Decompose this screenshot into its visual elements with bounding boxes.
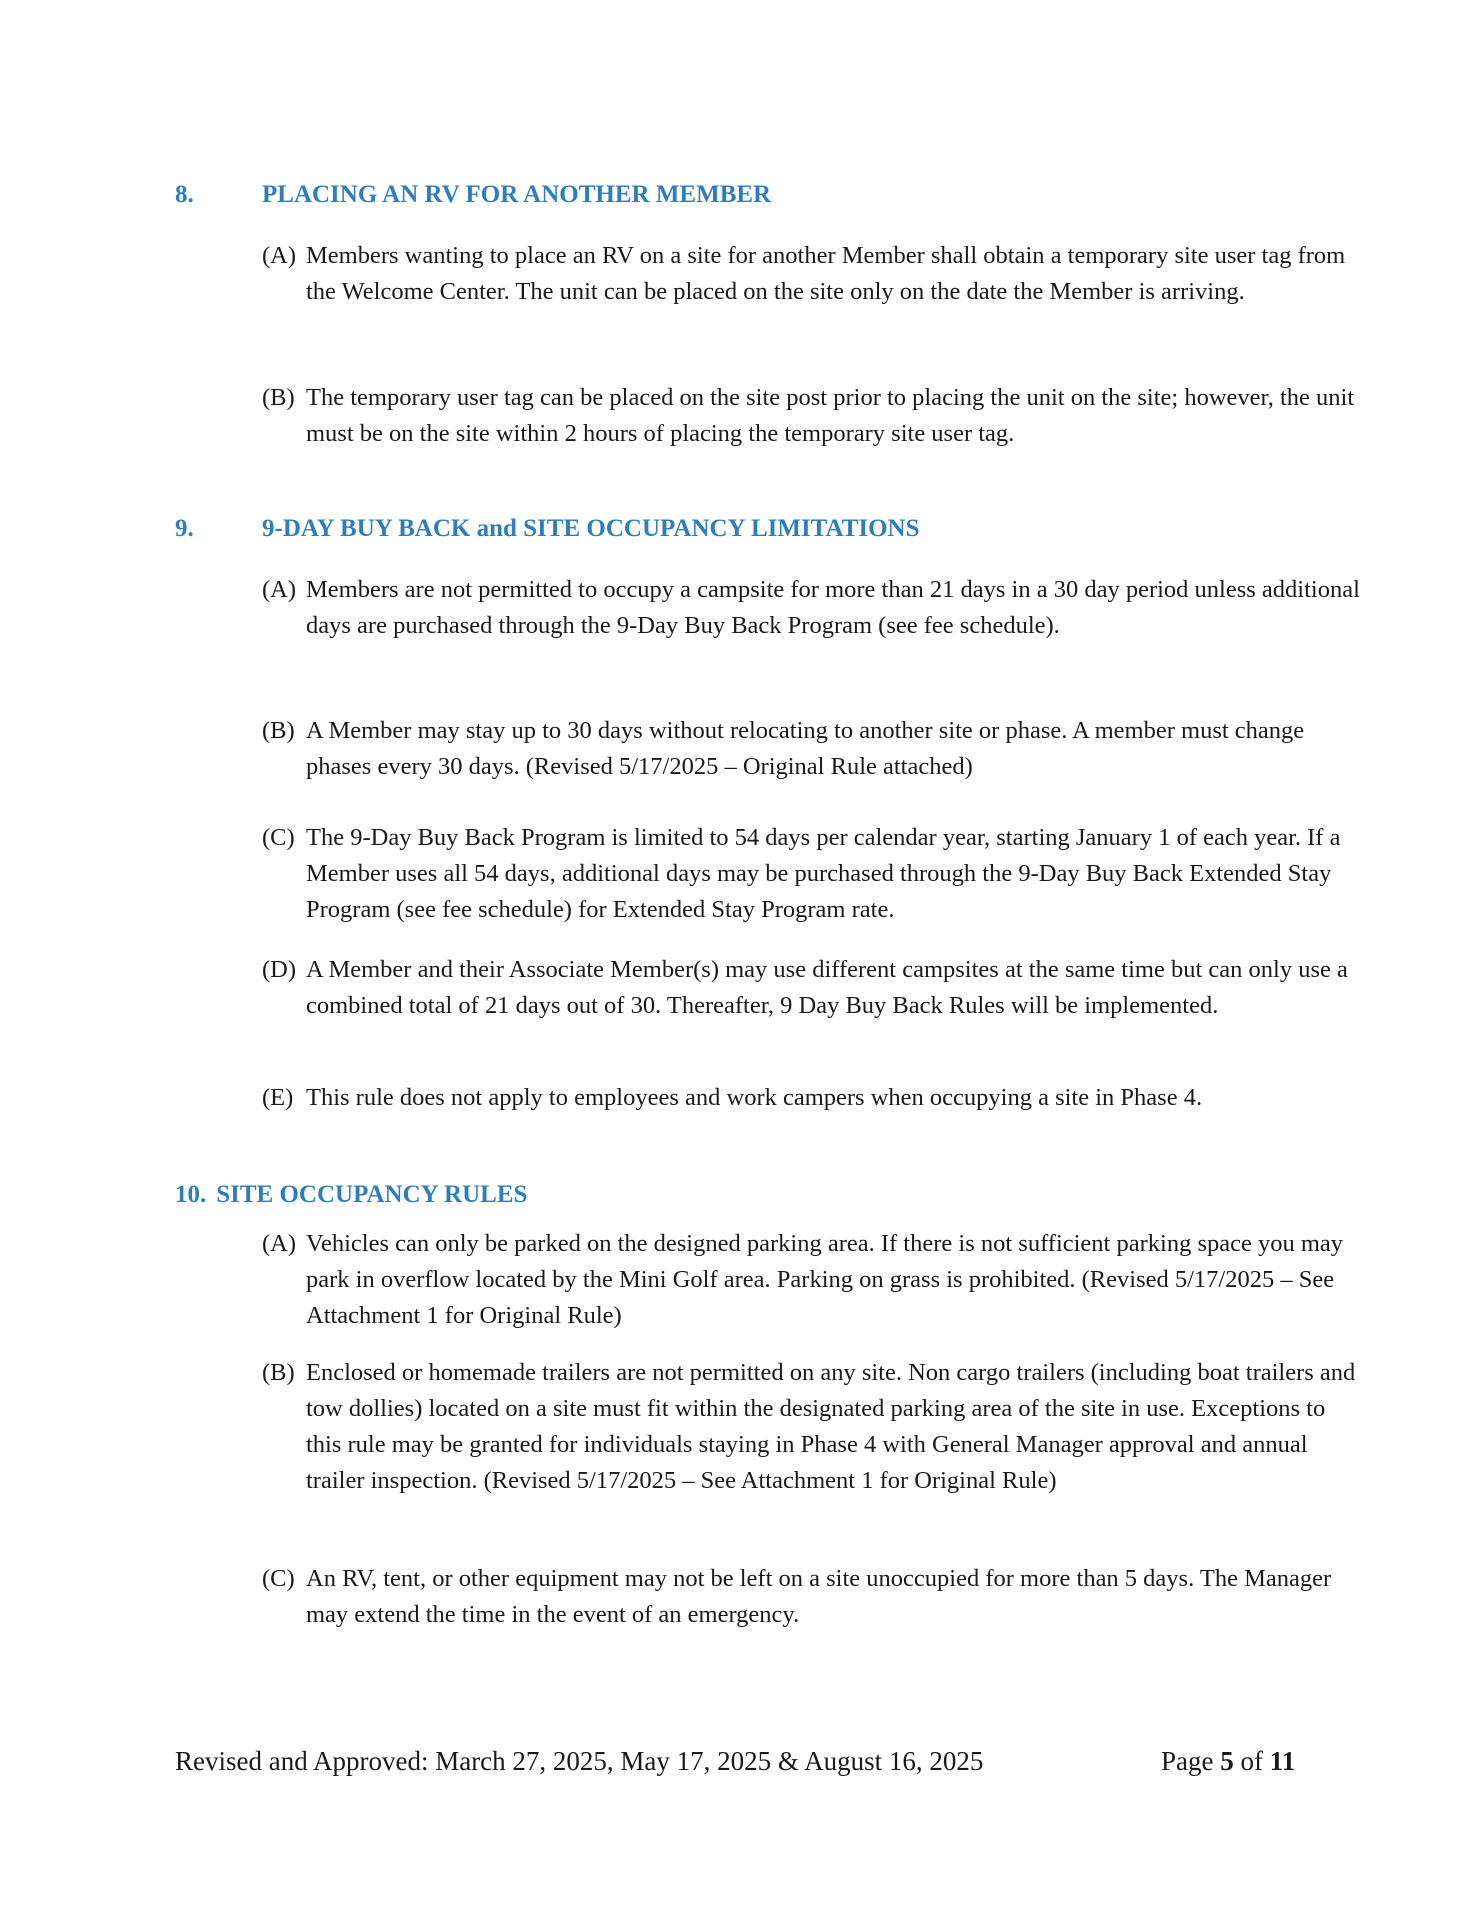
section-title: PLACING AN RV FOR ANOTHER MEMBER [262, 181, 772, 208]
item-label: (D) [262, 956, 297, 983]
item-label: (B) [262, 1359, 295, 1386]
item-text: This rule does not apply to employees and work campers when occupying a site in Phase 4. [306, 1084, 1203, 1111]
list-item [262, 952, 1366, 1024]
item-text: The temporary user tag can be placed on the site post prior to placing the unit on the site; however, the unit must be on the site within 2 hours of placing the temporary site user tag. [306, 384, 1355, 447]
item-label: (C) [262, 1565, 295, 1592]
revision-note: Revised and Approved: March 27, 2025, May 17, 2025 & August 16, 2025 [175, 1746, 984, 1776]
list-item [262, 1355, 1366, 1499]
list-item [262, 1561, 1366, 1633]
item-text: A Member and their Associate Member(s) may use different campsites at the same time but can only use a combined total of 21 days out of 30. Thereafter, 9 Day Buy Back Rules will be implemented. [306, 956, 1348, 1019]
list-item [262, 572, 1366, 644]
section-8-heading [175, 180, 771, 210]
section-number: 9. [175, 515, 194, 542]
section-9-heading [175, 514, 920, 544]
item-text: Vehicles can only be parked on the designed parking area. If there is not sufficient parking space you may park in overflow located by the Mini Golf area. Parking on grass is prohibited. (Revised 5/17/2025 – See Attachment 1 for Original Rule) [306, 1230, 1344, 1329]
item-text: The 9-Day Buy Back Program is limited to 54 days per calendar year, starting January 1 of each year. If a Member uses all 54 days, additional days may be purchased through the 9-Day Buy Back Extended Stay Program (see fee schedule) for Extended Stay Program rate. [306, 824, 1341, 923]
page-of: of [1240, 1746, 1263, 1776]
item-label: (B) [262, 384, 295, 411]
item-text: An RV, tent, or other equipment may not be left on a site unoccupied for more than 5 days. The Manager may extend the time in the event of an emergency. [306, 1565, 1332, 1628]
list-item [262, 238, 1366, 310]
page-number [1161, 1743, 1295, 1779]
section-title: 9-DAY BUY BACK and SITE OCCUPANCY LIMITATIONS [262, 515, 920, 542]
item-text: A Member may stay up to 30 days without relocating to another site or phase. A member must change phases every 30 days. (Revised 5/17/2025 – Original Rule attached) [306, 717, 1305, 780]
section-number: 10. [175, 1181, 207, 1208]
item-text: Enclosed or homemade trailers are not permitted on any site. Non cargo trailers (including boat trailers and tow dollies) located on a site must fit within the designated parking area of the site in use. Exceptions to this rule may be granted for individuals staying in Phase 4 with General Manager approval and annual trailer inspection. (Revised 5/17/2025 – See Attachment 1 for Original Rule) [306, 1359, 1356, 1494]
item-label: (A) [262, 242, 297, 269]
list-item [262, 713, 1366, 785]
item-text: Members wanting to place an RV on a site for another Member shall obtain a temporary site user tag from the Welcome Center. The unit can be placed on the site only on the date the Member is arriving. [306, 242, 1346, 305]
section-title: SITE OCCUPANCY RULES [216, 1181, 528, 1208]
item-label: (B) [262, 717, 295, 744]
item-label: (C) [262, 824, 295, 851]
item-label: (A) [262, 1230, 297, 1257]
list-item [262, 820, 1366, 928]
item-label: (A) [262, 576, 297, 603]
page-current: 5 [1220, 1746, 1234, 1776]
item-text: Members are not permitted to occupy a campsite for more than 21 days in a 30 day period unless additional days are purchased through the 9-Day Buy Back Program (see fee schedule). [306, 576, 1360, 639]
section-number: 8. [175, 181, 194, 208]
page-total: 11 [1269, 1746, 1296, 1776]
section-10-heading [175, 1180, 527, 1210]
list-item [262, 1080, 1366, 1116]
page-word: Page [1161, 1746, 1214, 1776]
item-label: (E) [262, 1084, 294, 1111]
list-item [262, 380, 1366, 452]
list-item [262, 1226, 1366, 1334]
